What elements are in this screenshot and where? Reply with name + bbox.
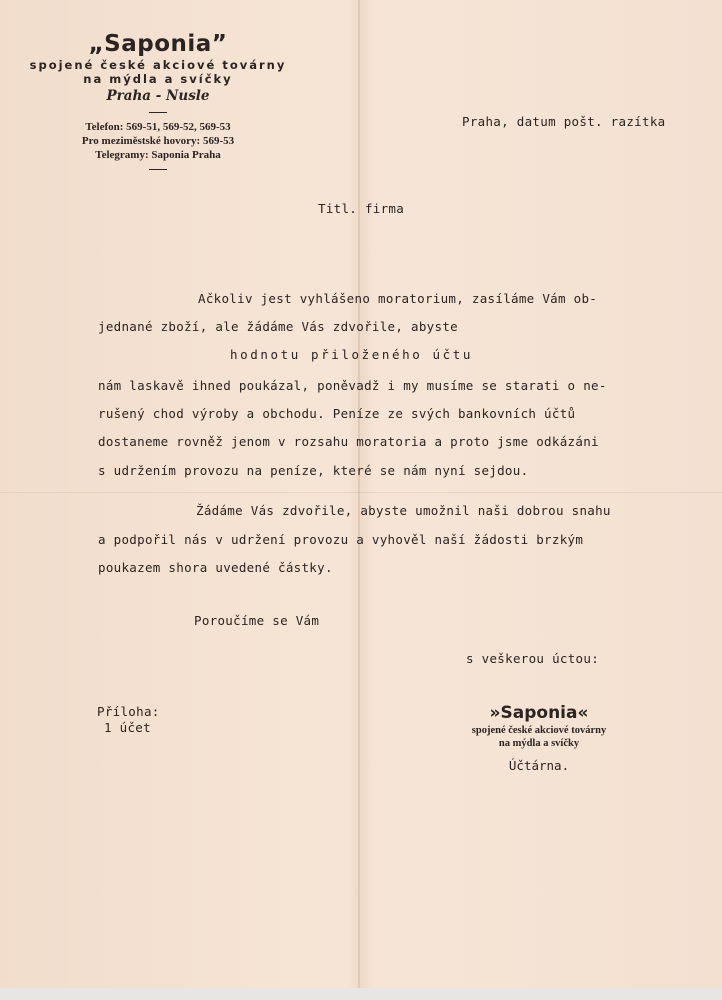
letterhead [28, 30, 288, 177]
paragraph-2-line-3: poukazem shora uvedené částky. [98, 560, 333, 575]
paragraph-2-line-2: a podpořil nás v udržení provozu a vyhověl naší žádosti brzkým [98, 532, 584, 547]
signature-company-line-2: na mýdla a svíčky [498, 738, 580, 749]
addressee: Titl. firma [318, 201, 405, 216]
paragraph-1-line-3: hodnotu přiloženého účtu [230, 347, 474, 362]
signature-block [436, 702, 642, 774]
letterhead-divider [149, 112, 167, 113]
enclosure-item: 1 účet [104, 720, 151, 735]
letterhead-long-distance: Pro meziměstské hovory: 569-53 [81, 135, 235, 147]
letterhead-phone: Telefon: 569-51, 569-52, 569-53 [85, 121, 231, 133]
signature-department: Účtárna. [508, 758, 570, 773]
letterhead-city: Praha - Nusle [106, 88, 210, 104]
closing-line: Poroučíme se Vám [194, 613, 320, 628]
letterhead-divider-bottom [149, 169, 167, 170]
letterhead-company-line-2: na mýdla a svíčky [83, 72, 233, 86]
enclosure-label: Příloha: [97, 704, 160, 719]
paragraph-2-line-1: Žádáme Vás zdvořile, abyste umožnil naši dobrou snahu [196, 503, 611, 518]
dateline: Praha, datum pošt. razítka [462, 114, 666, 129]
letterhead-brand: „Saponia” [88, 31, 228, 57]
paragraph-1-line-2: jednané zboží, ale žádáme Vás zdvořile, abyste [98, 319, 458, 334]
paragraph-1-line-5: rušený chod výroby a obchodu. Peníze ze svých bankovních účtů [98, 406, 576, 421]
page-bottom-edge [0, 988, 722, 1000]
paragraph-1-line-7: s udržením provozu na peníze, které se nám nyní sejdou. [98, 463, 529, 478]
horizontal-fold-line [0, 492, 722, 493]
signature-brand: »Saponia« [489, 703, 589, 723]
paragraph-1-line-1: Ačkoliv jest vyhlášeno moratorium, zasíláme Vám ob- [198, 291, 598, 306]
vertical-fold-line [358, 0, 360, 1000]
paragraph-1-line-6: dostaneme rovněž jenom v rozsahu moratoria a proto jsme odkázáni [98, 434, 599, 449]
paragraph-1-line-4: nám laskavě ihned poukázal, poněvadž i my musíme se starati o ne- [98, 378, 607, 393]
letterhead-telegrams: Telegramy: Saponia Praha [95, 149, 221, 161]
regards-line: s veškerou úctou: [466, 651, 600, 666]
signature-company-line-1: spojené české akciové továrny [471, 725, 607, 736]
letterhead-company-line-1: spojené české akciové továrny [29, 58, 287, 72]
